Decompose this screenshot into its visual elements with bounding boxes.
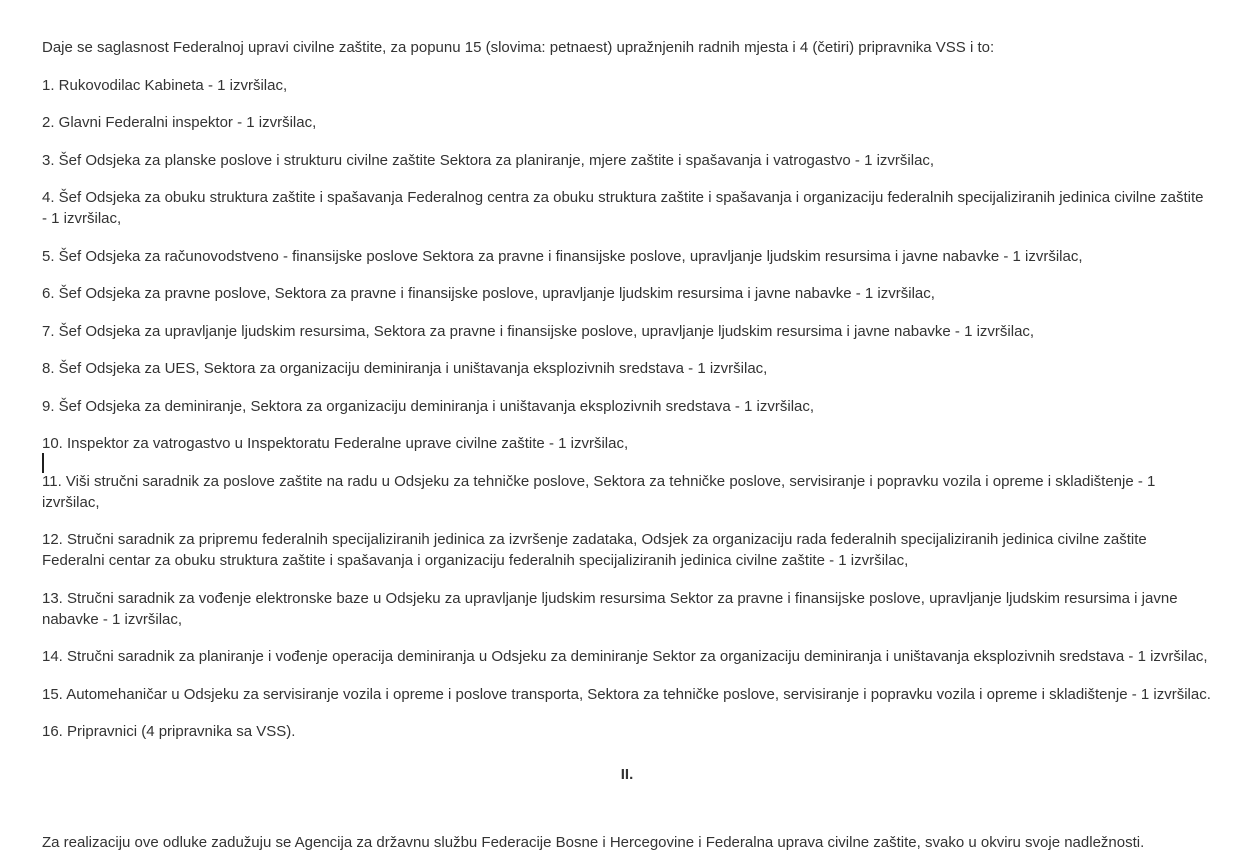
list-item-5: 5. Šef Odsjeka za računovodstveno - finansijske poslove Sektora za pravne i finansijske poslove, upravljanje ljudskim resursima i javne nabavke - 1 izvršilac, (42, 247, 1083, 265)
list-item-15: 15. Automehaničar u Odsjeku za servisiranje vozila i opreme i poslove transporta, Sektora za tehničke poslove, servisiranje i popravku vozila i opreme i skladištenje - 1 izvršilac. (42, 685, 1211, 703)
list-item-9: 9. Šef Odsjeka za deminiranje, Sektora za organizaciju deminiranja i uništavanja eksplozivnih sredstava - 1 izvršilac, (42, 397, 815, 415)
list-item-8: 8. Šef Odsjeka za UES, Sektora za organizaciju deminiranja i uništavanja eksplozivnih sredstava - 1 izvršilac, (42, 360, 768, 377)
text-cursor (42, 453, 44, 473)
list-item-12: 12. Stručni saradnik za pripremu federalnih specijaliziranih jedinica za izvršenje zadataka, Odsjek za organizaciju rada federalnih specijaliziranih jedinica civilne zaštite Federalni centar za obuku struktura zaštite i spašavanja i organizaciju federalnih specijaliziranih jedinica civilne zaštite - 1 izvršilac, (42, 531, 1147, 569)
intro-paragraph: Daje se saglasnost Federalnoj upravi civilne zaštite, za popunu 15 (slovima: petnaest) upražnjenih radnih mjesta i 4 (četiri) pripravnika VSS i to: (42, 39, 995, 56)
list-item-13: 13. Stručni saradnik za vođenje elektronske baze u Odsjeku za upravljanje ljudskim resursima Sektor za pravne i finansijske poslove, upravljanje ljudskim resursima i javne nabavke - 1 izvršilac, (42, 589, 1178, 628)
section-heading: II. (620, 766, 634, 783)
list-item-11: 11. Viši stručni saradnik za poslove zaštite na radu u Odsjeku za tehničke poslove, Sektora za tehničke poslove, servisiranje i popravku vozila i opreme i skladištenje - 1 izvršilac, (42, 472, 1156, 511)
list-item-1: 1. Rukovodilac Kabineta - 1 izvršilac, (42, 76, 288, 94)
list-item-4: 4. Šef Odsjeka za obuku struktura zaštite i spašavanja Federalnog centra za obuku struktura zaštite i spašavanja i organizaciju federalnih specijaliziranih jedinica civilne zaštite - 1 izvršilac, (42, 189, 1204, 227)
list-item-2: 2. Glavni Federalni inspektor - 1 izvršilac, (42, 114, 317, 131)
list-item-6: 6. Šef Odsjeka za pravne poslove, Sektora za pravne i finansijske poslove, upravljanje ljudskim resursima i javne nabavke - 1 izvršilac, (42, 285, 935, 302)
list-item-3: 3. Šef Odsjeka za planske poslove i strukturu civilne zaštite Sektora za planiranje, mjere zaštite i spašavanja i vatrogastvo - 1 izvršilac, (42, 151, 935, 169)
list-item-16: 16. Pripravnici (4 pripravnika sa VSS). (42, 723, 296, 740)
list-item-7: 7. Šef Odsjeka za upravljanje ljudskim resursima, Sektora za pravne i finansijske poslove, upravljanje ljudskim resursima i javne nabavke - 1 izvršilac, (42, 322, 1035, 340)
closing-paragraph: Za realizaciju ove odluke zadužuju se Agencija za državnu službu Federacije Bosne i Hercegovine i Federalna uprava civilne zaštite, svako u okviru svoje nadležnosti. (42, 834, 1145, 851)
list-item-14: 14. Stručni saradnik za planiranje i vođenje operacija deminiranja u Odsjeku za deminiranje Sektor za organizaciju deminiranja i uništavanja eksplozivnih sredstava - 1 izvršilac, (42, 648, 1208, 665)
list-item-10: 10. Inspektor za vatrogastvo u Inspektoratu Federalne uprave civilne zaštite - 1 izvršilac, (42, 435, 629, 452)
